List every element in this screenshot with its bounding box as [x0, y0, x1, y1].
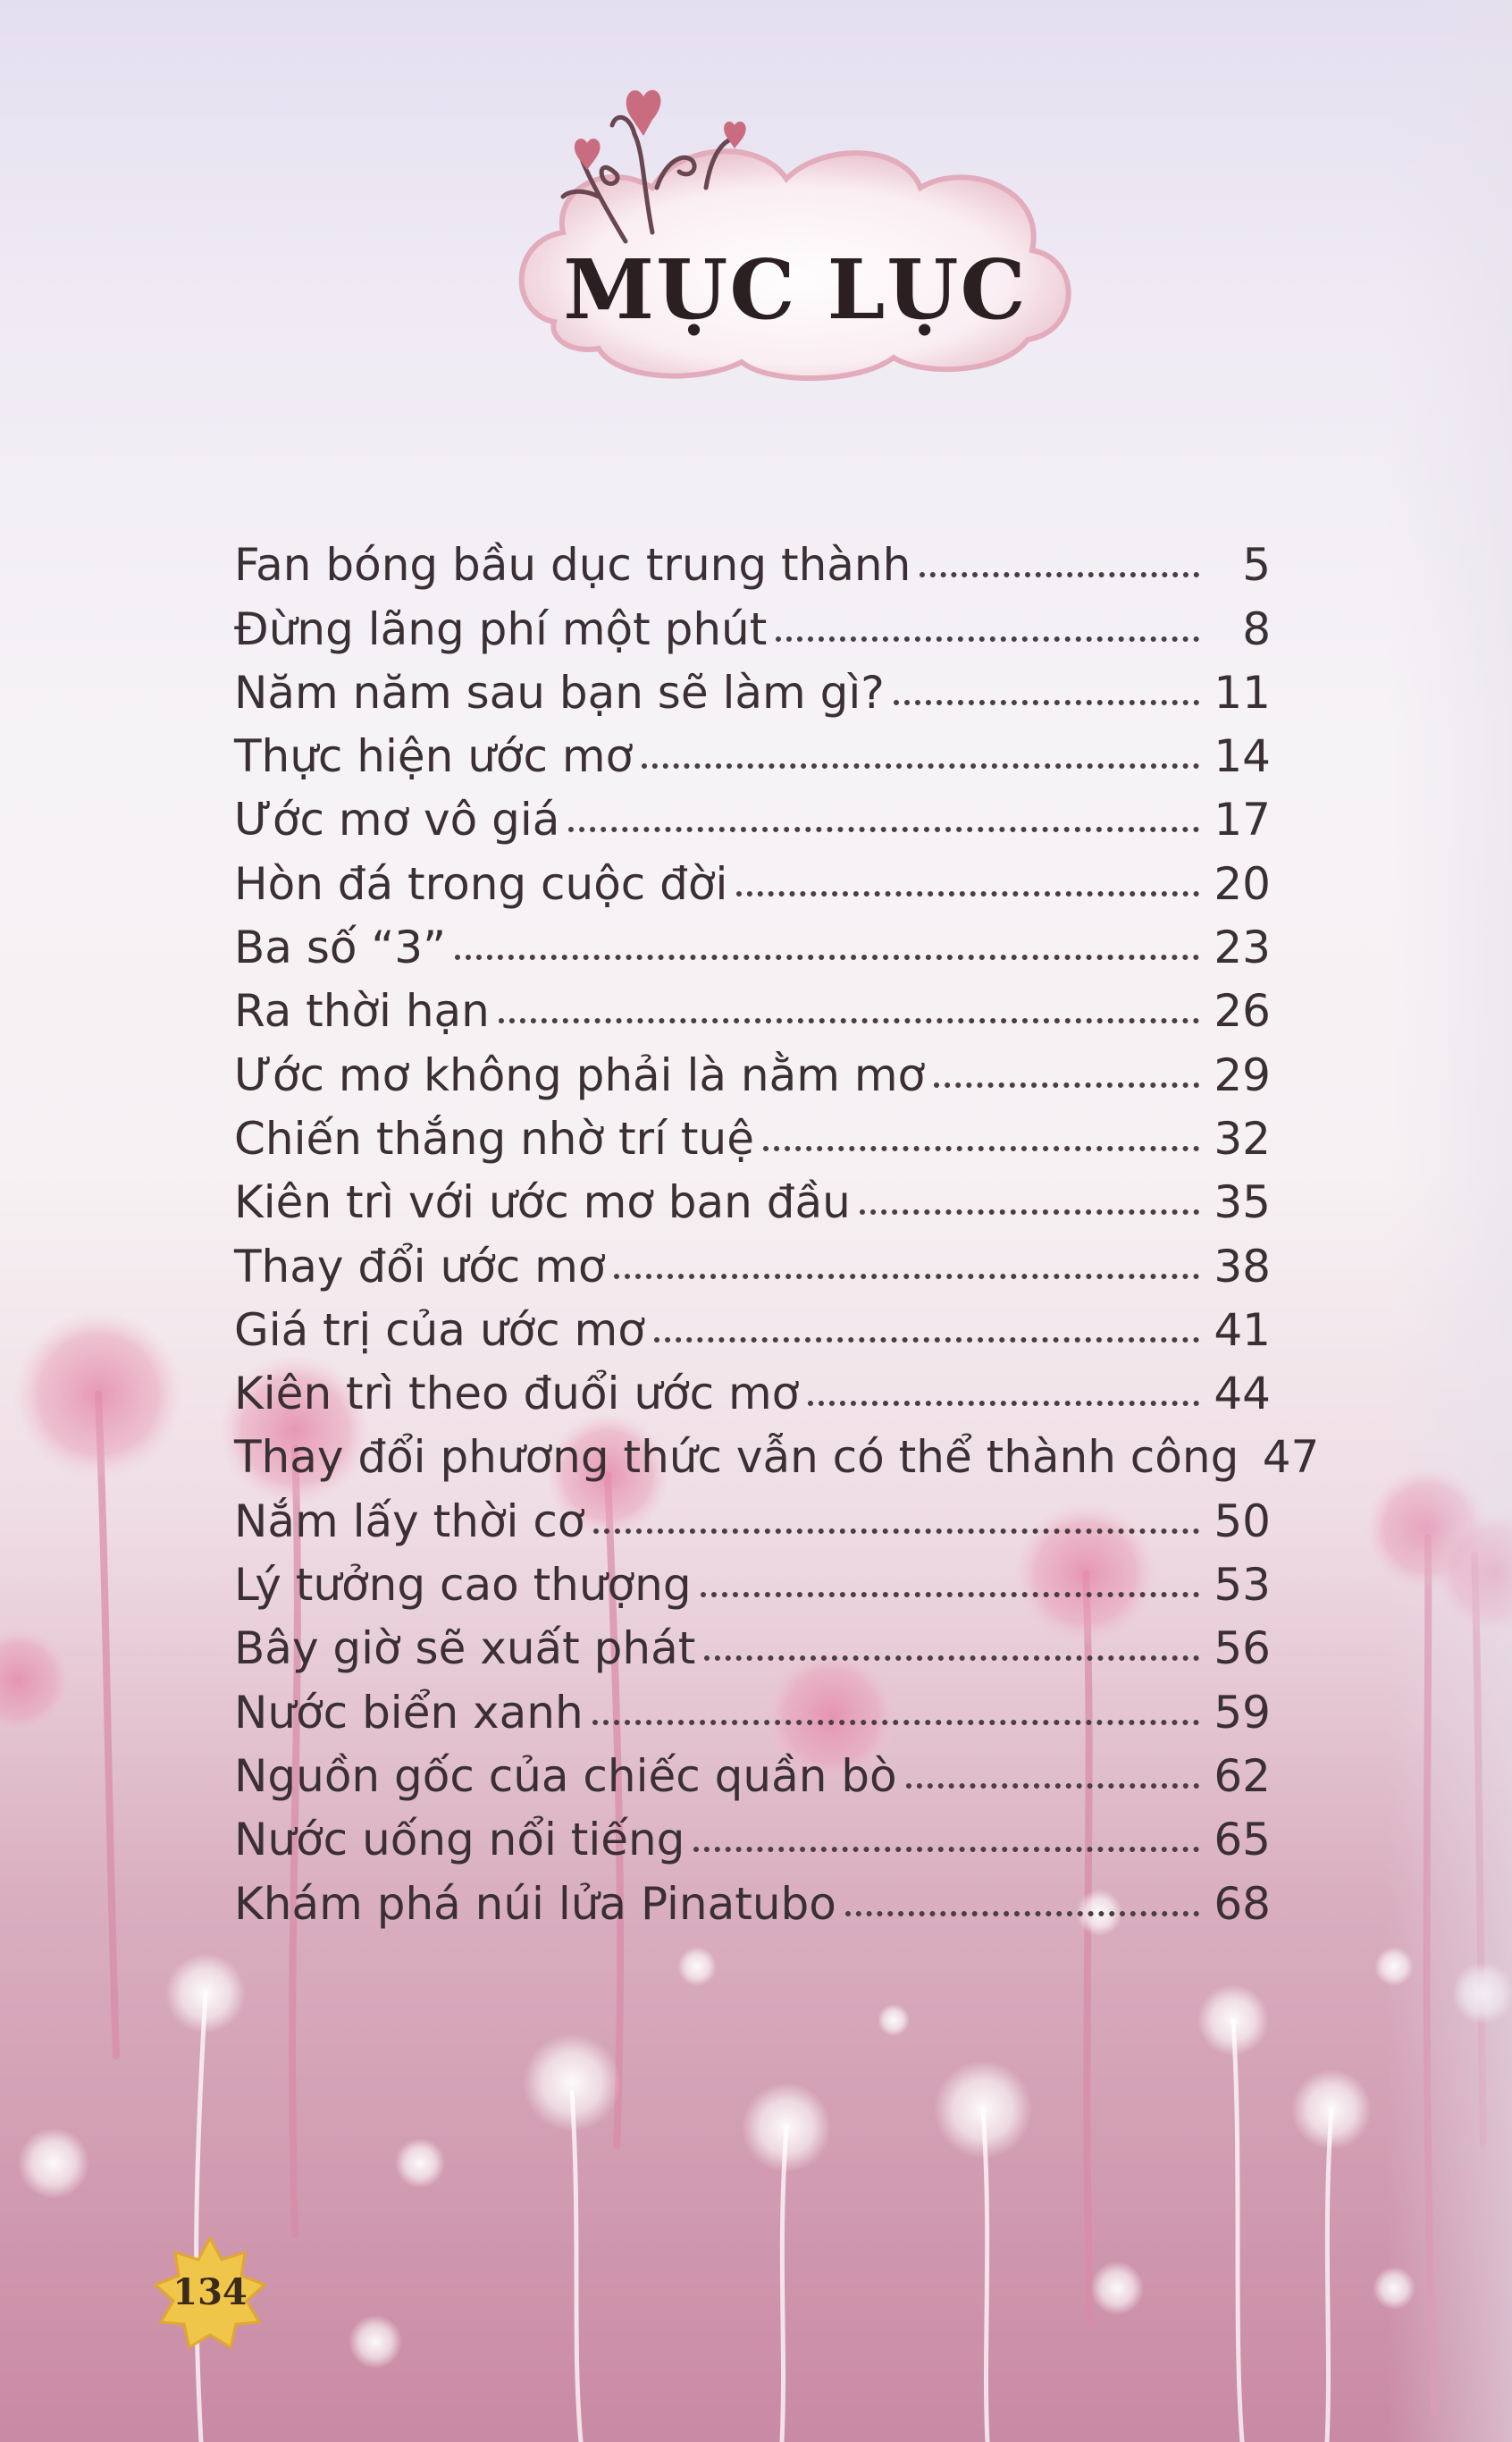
toc-entry-page-number: 68 [1214, 1877, 1271, 1930]
page-edge-shadow [1387, 0, 1512, 2442]
toc-entry[interactable] [234, 591, 1271, 654]
toc-entry-page-number: 29 [1214, 1048, 1271, 1101]
toc-entry-title: Năm năm sau bạn sẽ làm gì? [234, 666, 885, 719]
toc-entry-page-number: 17 [1214, 794, 1271, 846]
toc-entry-page-number: 38 [1214, 1240, 1271, 1293]
toc-dot-leader [920, 572, 1199, 577]
toc-entry-title: Kiên trì theo đuổi ước mơ [234, 1368, 800, 1420]
toc-entry-page-number: 32 [1214, 1112, 1271, 1165]
toc-dot-leader [934, 1082, 1199, 1088]
toc-entry[interactable] [234, 1165, 1271, 1228]
toc-entry-page-number: 59 [1214, 1686, 1271, 1739]
toc-dot-leader [592, 1720, 1199, 1725]
toc-entry[interactable] [234, 1228, 1271, 1292]
toc-entry[interactable] [234, 1739, 1271, 1802]
toc-entry[interactable] [234, 1611, 1271, 1674]
toc-dot-leader [808, 1401, 1199, 1406]
toc-dot-leader [736, 891, 1199, 897]
toc-entry-page-number: 5 [1242, 539, 1271, 592]
page-title: MỤC LỤC [563, 241, 1028, 338]
toc-entry-page-number: 44 [1214, 1368, 1271, 1420]
toc-dot-leader [860, 1209, 1199, 1215]
toc-entry[interactable] [234, 1547, 1271, 1611]
toc-dot-leader [455, 955, 1199, 960]
toc-entry-title: Bây giờ sẽ xuất phát [234, 1622, 696, 1675]
toc-dot-leader [906, 1783, 1199, 1789]
toc-entry-title: Hòn đá trong cuộc đời [234, 857, 728, 910]
toc-entry-page-number: 56 [1214, 1622, 1271, 1675]
toc-entry[interactable] [234, 1293, 1271, 1356]
page-number: 134 [172, 2271, 248, 2313]
toc-entry-page-number: 50 [1214, 1495, 1271, 1547]
toc-entry[interactable] [234, 782, 1271, 846]
toc-entry-title: Thực hiện ước mơ [234, 730, 634, 783]
toc-entry-page-number: 26 [1214, 985, 1271, 1038]
toc-dot-leader [763, 1146, 1199, 1151]
toc-dot-leader [701, 1592, 1199, 1597]
toc-dot-leader [593, 1528, 1199, 1534]
toc-entry-page-number: 11 [1214, 666, 1271, 719]
toc-dot-leader [614, 1274, 1199, 1279]
toc-dot-leader [654, 1337, 1199, 1343]
toc-entry[interactable] [234, 1037, 1271, 1100]
toc-entry-title: Fan bóng bầu dục trung thành [234, 539, 911, 592]
toc-entry[interactable] [234, 655, 1271, 719]
toc-dot-leader [642, 763, 1199, 769]
toc-dot-leader [568, 827, 1199, 832]
toc-entry-title: Kiên trì với ước mơ ban đầu [234, 1176, 851, 1229]
toc-entry-title: Nước biển xanh [234, 1686, 584, 1739]
toc-entry[interactable] [234, 1419, 1320, 1484]
toc-entry-title: Khám phá núi lửa Pinatubo [234, 1877, 836, 1930]
toc-entry-page-number: 41 [1214, 1303, 1271, 1356]
toc-entry-page-number: 65 [1214, 1814, 1271, 1866]
toc-entry-title: Thay đổi phương thức vẫn có thể thành công [234, 1431, 1239, 1484]
toc-entry-title: Đừng lãng phí một phút [234, 602, 768, 655]
toc-entry[interactable] [234, 1802, 1271, 1865]
toc-entry-page-number: 23 [1214, 922, 1271, 974]
toc-entry-page-number: 14 [1214, 730, 1271, 783]
toc-entry-title: Giá trị của ước mơ [234, 1303, 645, 1356]
toc-dot-leader [704, 1655, 1199, 1661]
toc-entry-title: Ước mơ vô giá [234, 794, 560, 846]
toc-entry-title: Nước uống nổi tiếng [234, 1814, 685, 1866]
toc-entry-page-number: 20 [1214, 857, 1271, 910]
toc-dot-leader [845, 1911, 1199, 1916]
toc-entry[interactable] [234, 1356, 1271, 1419]
toc-entry-page-number: 8 [1242, 602, 1271, 655]
toc-entry-title: Lý tưởng cao thượng [234, 1559, 692, 1612]
toc-entry-title: Chiến thắng nhờ trí tuệ [234, 1112, 754, 1165]
table-of-contents [234, 527, 1320, 1930]
toc-entry-title: Nguồn gốc của chiếc quần bò [234, 1749, 897, 1802]
toc-dot-leader [693, 1847, 1199, 1852]
toc-dot-leader [499, 1018, 1199, 1023]
toc-dot-leader [776, 636, 1199, 642]
toc-entry[interactable] [234, 1865, 1271, 1929]
toc-dot-leader [894, 700, 1199, 705]
toc-entry[interactable] [234, 973, 1271, 1037]
toc-entry[interactable] [234, 527, 1271, 591]
toc-entry-title: Nắm lấy thời cơ [234, 1495, 585, 1547]
toc-entry-page-number: 35 [1214, 1176, 1271, 1229]
toc-entry-title: Ra thời hạn [234, 985, 490, 1038]
toc-entry[interactable] [234, 1483, 1271, 1546]
toc-entry-page-number: 47 [1262, 1431, 1320, 1484]
toc-entry[interactable] [234, 1101, 1271, 1165]
toc-entry[interactable] [234, 910, 1271, 973]
toc-entry[interactable] [234, 1674, 1271, 1738]
toc-entry-title: Ước mơ không phải là nằm mơ [234, 1048, 926, 1101]
toc-entry-page-number: 62 [1214, 1749, 1271, 1802]
toc-entry-title: Ba số “3” [234, 922, 446, 974]
toc-entry-page-number: 53 [1214, 1559, 1271, 1612]
toc-entry[interactable] [234, 846, 1271, 909]
toc-entry-title: Thay đổi ước mơ [234, 1240, 606, 1293]
toc-entry[interactable] [234, 719, 1271, 782]
